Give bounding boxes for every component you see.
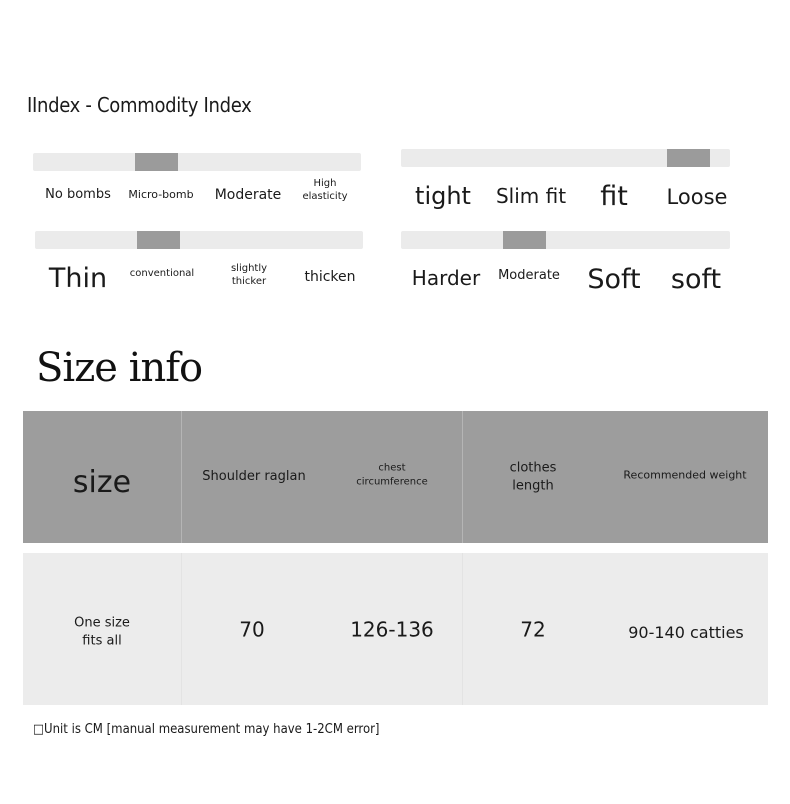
header-divider [181,411,182,543]
softness-label-4: soft [670,264,722,295]
thickness-marker [137,231,180,249]
cell-weight: 90-140 catties [628,623,744,643]
elasticity-track [33,153,361,171]
unit-note: □Unit is CM [manual measurement may have 1-2CM error] [33,722,380,737]
softness-label-1: Harder [411,266,481,290]
thickness-track [35,231,363,249]
table-row [23,553,768,705]
header-divider [462,411,463,543]
fit-label-4: Loose [666,185,728,209]
softness-track [401,231,730,249]
thickness-label-1: Thin [48,263,108,294]
fit-track [401,149,730,167]
thickness-label-2: conventional [129,268,195,279]
fit-label-1: tight [415,182,471,210]
softness-marker [503,231,546,249]
commodity-index-title: IIndex - Commodity Index [27,93,252,117]
fit-marker [667,149,710,167]
cell-length: 72 [520,617,546,642]
softness-label-3: Soft [587,264,641,295]
elasticity-label-1: No bombs [45,187,111,202]
header-chest: chest circumference [356,462,428,487]
fit-label-2: Slim fit [495,184,567,208]
header-length: clothes length [509,460,557,493]
thickness-label-4: thicken [304,269,356,285]
fit-label-3: fit [600,181,628,212]
elasticity-marker [135,153,178,171]
cell-shoulder: 70 [239,617,265,642]
cell-chest: 126-136 [350,617,434,642]
elasticity-label-3: Moderate [214,187,282,203]
header-size: size [72,464,132,500]
thickness-label-3: slightly thicker [230,263,268,287]
softness-label-2: Moderate [498,268,560,283]
size-table-header [23,411,768,543]
cell-size: One size fits all [74,615,130,648]
size-info-title: Size info [36,345,203,391]
header-shoulder: Shoulder raglan [202,469,306,485]
elasticity-label-2: Micro-bomb [128,188,194,201]
header-weight: Recommended weight [623,468,747,482]
elasticity-label-4: High elasticity [302,178,348,202]
row-divider [462,553,463,705]
row-divider [181,553,182,705]
